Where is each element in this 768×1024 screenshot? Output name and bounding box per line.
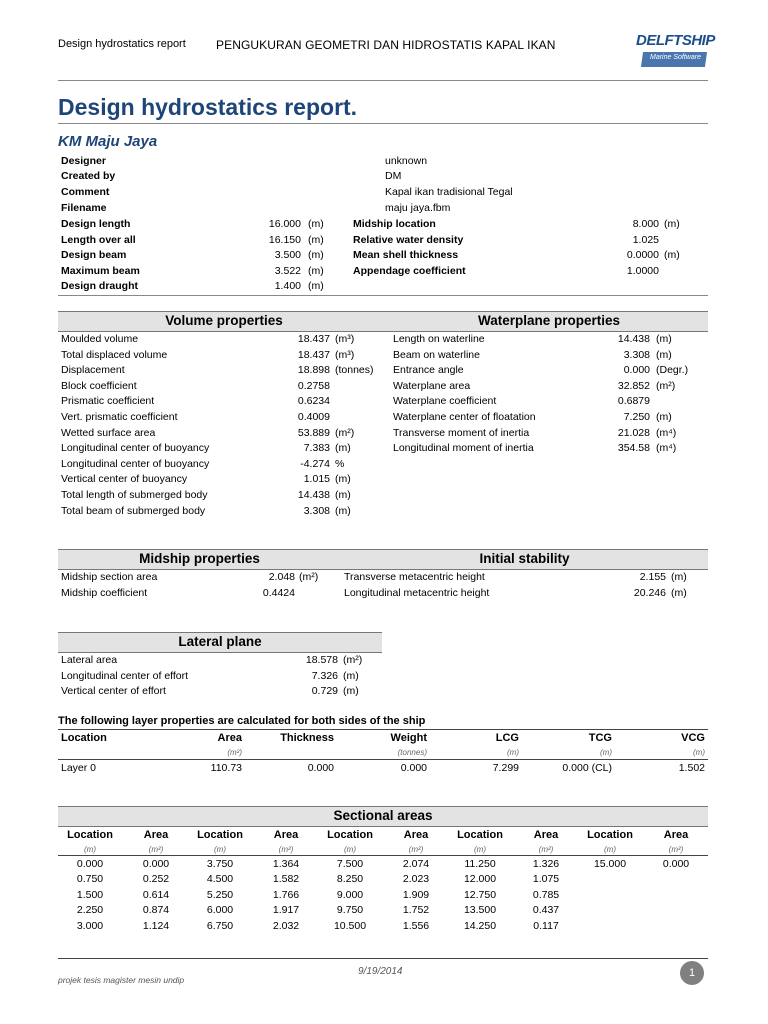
sectional-column-header: Location xyxy=(67,829,113,841)
lateral-property-value: 7.326 xyxy=(311,669,338,682)
sectional-cell: 6.750 xyxy=(206,919,234,932)
stability-property-unit: (m) xyxy=(671,587,687,599)
midship-property-unit: (m²) xyxy=(299,571,319,583)
volume-property-unit: (m) xyxy=(335,442,351,455)
lateral-plane-header xyxy=(58,632,382,653)
sectional-cell: 1.752 xyxy=(402,904,430,917)
sectional-cell: 0.874 xyxy=(142,904,170,917)
volume-property-value: 53.889 xyxy=(297,426,330,439)
dimension-label: Relative water density xyxy=(353,233,464,246)
sectional-column-header: Location xyxy=(587,829,633,841)
sectional-cell: 4.500 xyxy=(206,873,234,886)
layer-cell: 1.502 xyxy=(678,762,705,774)
waterplane-property-label: Entrance angle xyxy=(393,364,464,377)
volume-waterplane-header xyxy=(58,311,708,332)
layer-cell: 0.000 xyxy=(307,762,334,774)
sectional-cell: 0.750 xyxy=(76,873,104,886)
dimension-unit: (m) xyxy=(308,264,324,277)
sectional-cell: 8.250 xyxy=(336,873,364,886)
layer-cell: 7.299 xyxy=(492,762,519,774)
stability-property-value: 20.246 xyxy=(633,587,666,599)
sectional-cell: 3.000 xyxy=(76,919,104,932)
volume-property-value: 0.6234 xyxy=(297,395,330,408)
dimension-value: 16.150 xyxy=(268,233,301,246)
waterplane-property-unit: (m²) xyxy=(656,379,676,392)
sectional-column-unit: (m) xyxy=(604,845,616,854)
sectional-column-header: Area xyxy=(533,829,559,841)
dimension-unit: (m) xyxy=(664,218,680,230)
layer-column-unit: (m) xyxy=(507,748,519,757)
sectional-column-header: Area xyxy=(403,829,429,841)
sectional-cell: 2.250 xyxy=(76,904,104,917)
sectional-cell: 3.750 xyxy=(206,858,234,870)
waterplane-property-value: 32.852 xyxy=(617,379,650,392)
sectional-cell: 1.326 xyxy=(532,858,560,870)
volume-property-value: 3.308 xyxy=(303,504,330,517)
layer-cell: Layer 0 xyxy=(61,762,97,774)
sectional-column-header: Area xyxy=(663,829,689,841)
lateral-property-unit: (m) xyxy=(343,669,359,682)
sectional-cell: 9.000 xyxy=(336,888,364,901)
dimension-label: Design draught xyxy=(61,280,139,293)
lateral-property-unit: (m) xyxy=(343,685,359,698)
volume-property-unit: (tonnes) xyxy=(335,364,374,377)
midship-property-label: Midship section area xyxy=(61,571,158,583)
footer-divider xyxy=(58,958,708,959)
volume-property-unit: (m²) xyxy=(335,426,355,439)
sectional-cell: 0.000 xyxy=(142,858,170,870)
volume-property-unit: (m) xyxy=(335,473,351,486)
volume-property-label: Displacement xyxy=(61,364,125,377)
sectional-column-unit: (m²) xyxy=(408,845,424,854)
created-by-value: DM xyxy=(385,170,402,182)
sectional-cell: 0.252 xyxy=(142,873,170,886)
volume-property-value: 0.4009 xyxy=(297,411,330,423)
waterplane-property-value: 0.000 xyxy=(623,364,650,377)
midship-property-value: 2.048 xyxy=(268,571,295,583)
volume-property-label: Longitudinal center of buoyancy xyxy=(61,442,210,455)
sectional-cell: 0.785 xyxy=(532,888,560,901)
sectional-cell: 13.500 xyxy=(463,904,497,917)
initial-stability-title: Initial stability xyxy=(479,551,570,566)
sectional-cell: 1.364 xyxy=(272,858,300,870)
sectional-cell: 0.000 xyxy=(662,858,690,870)
volume-property-unit: (m) xyxy=(335,504,351,517)
waterplane-property-unit: (Degr.) xyxy=(656,364,689,377)
sectional-cell: 1.075 xyxy=(532,873,560,886)
sectional-column-unit: (m) xyxy=(214,845,226,854)
waterplane-property-unit: (m⁴) xyxy=(656,442,677,455)
sectional-cell: 0.437 xyxy=(532,904,560,917)
layer-column-unit: (tonnes) xyxy=(397,748,427,757)
volume-property-unit: (m³) xyxy=(335,333,355,345)
created-by-label: Created by xyxy=(61,170,116,182)
volume-property-label: Moulded volume xyxy=(61,333,139,345)
volume-property-label: Vertical center of buoyancy xyxy=(61,473,188,486)
waterplane-property-label: Length on waterline xyxy=(393,333,485,345)
logo-wordmark: DELFTSHIP xyxy=(636,32,715,49)
layer-cell: 0.000 (CL) xyxy=(562,762,612,774)
sectional-column-unit: (m) xyxy=(474,845,486,854)
dimensions-divider xyxy=(58,295,708,296)
dimension-value: 1.400 xyxy=(274,280,301,293)
header-report-name: Design hydrostatics report xyxy=(58,38,186,50)
sectional-cell: 12.000 xyxy=(463,873,497,886)
sectional-cell: 9.750 xyxy=(336,904,364,917)
volume-property-value: 18.898 xyxy=(297,364,330,377)
sectional-cell: 10.500 xyxy=(333,919,367,932)
waterplane-property-value: 7.250 xyxy=(623,411,650,423)
sectional-column-header: Area xyxy=(143,829,169,841)
waterplane-properties-title: Waterplane properties xyxy=(477,313,621,328)
dimension-value: 3.500 xyxy=(274,249,301,262)
ship-name: KM Maju Jaya xyxy=(58,133,158,150)
volume-property-unit: (m³) xyxy=(335,348,355,361)
layer-column-header: Location xyxy=(61,732,107,744)
lateral-plane-title: Lateral plane xyxy=(178,634,262,649)
page-number-badge: 1 xyxy=(680,961,704,985)
sectional-cell: 12.750 xyxy=(463,888,497,901)
dimension-unit: (m) xyxy=(664,249,680,262)
designer-value: unknown xyxy=(385,155,428,167)
waterplane-property-label: Waterplane coefficient xyxy=(393,395,497,408)
dimension-value: 8.000 xyxy=(632,218,659,230)
waterplane-property-unit: (m) xyxy=(656,411,672,423)
dimension-label: Mean shell thickness xyxy=(353,249,459,262)
layer-table-header-rule xyxy=(58,759,708,760)
sectional-column-unit: (m²) xyxy=(668,845,684,854)
volume-property-label: Total length of submerged body xyxy=(61,489,208,501)
midship-stability-header xyxy=(58,549,708,570)
dimension-label: Midship location xyxy=(353,218,436,230)
midship-property-value: 0.4424 xyxy=(262,587,295,599)
stability-property-unit: (m) xyxy=(671,571,687,583)
sectional-column-unit: (m) xyxy=(344,845,356,854)
sectional-cell: 1.909 xyxy=(402,888,430,901)
midship-properties-title: Midship properties xyxy=(139,551,260,566)
footer-project-note: projek tesis magister mesin undip xyxy=(58,975,185,985)
dimension-label: Design length xyxy=(61,218,131,230)
layer-column-header: VCG xyxy=(681,732,705,744)
dimension-value: 1.025 xyxy=(632,233,659,246)
sectional-areas-title: Sectional areas xyxy=(333,808,433,823)
lateral-property-label: Vertical center of effort xyxy=(61,685,166,698)
sectional-cell: 14.250 xyxy=(463,919,497,932)
dimension-label: Maximum beam xyxy=(61,264,140,277)
waterplane-property-label: Transverse moment of inertia xyxy=(393,426,530,439)
filename-label: Filename xyxy=(61,202,107,214)
layer-column-header: Thickness xyxy=(280,732,334,744)
header-project-title: PENGUKURAN GEOMETRI DAN HIDROSTATIS KAPAL IKAN xyxy=(216,38,556,52)
dimension-unit: (m) xyxy=(308,218,324,230)
layer-column-unit: (m) xyxy=(693,748,705,757)
dimension-value: 16.000 xyxy=(268,218,301,230)
sectional-areas-header xyxy=(58,806,708,827)
layer-column-unit: (m²) xyxy=(227,748,242,757)
waterplane-property-label: Waterplane center of floatation xyxy=(393,411,536,423)
sectional-cell: 6.000 xyxy=(206,904,234,917)
sectional-cell: 15.000 xyxy=(593,858,627,870)
sectional-cell: 7.500 xyxy=(336,858,364,870)
volume-property-label: Total beam of submerged body xyxy=(61,504,206,517)
waterplane-property-value: 354.58 xyxy=(617,442,650,455)
sectional-header-rule xyxy=(58,855,708,856)
sectional-column-header: Location xyxy=(197,829,243,841)
waterplane-property-label: Waterplane area xyxy=(393,379,471,392)
waterplane-property-unit: (m⁴) xyxy=(656,426,677,439)
sectional-cell: 11.250 xyxy=(464,858,496,870)
logo-subtitle: Marine Software xyxy=(650,54,701,61)
stability-property-label: Longitudinal metacentric height xyxy=(344,587,490,599)
dimension-unit: (m) xyxy=(308,233,324,246)
sectional-cell: 0.117 xyxy=(533,919,559,932)
sectional-column-header: Area xyxy=(273,829,299,841)
volume-property-unit: % xyxy=(335,457,345,470)
sectional-cell: 0.000 xyxy=(76,858,104,870)
waterplane-property-value: 14.438 xyxy=(617,333,650,345)
dimension-label: Appendage coefficient xyxy=(353,264,466,277)
layer-cell: 110.73 xyxy=(210,762,242,774)
volume-property-value: 1.015 xyxy=(303,473,330,486)
footer-date: 9/19/2014 xyxy=(358,966,403,977)
sectional-column-unit: (m²) xyxy=(148,845,164,854)
lateral-property-label: Longitudinal center of effort xyxy=(61,669,189,682)
volume-property-value: 18.437 xyxy=(297,333,330,345)
dimension-value: 3.522 xyxy=(274,264,301,277)
layer-cell: 0.000 xyxy=(400,762,427,774)
volume-property-value: 7.383 xyxy=(303,442,330,455)
layer-column-unit: (m) xyxy=(600,748,612,757)
stability-property-label: Transverse metacentric height xyxy=(344,571,485,583)
waterplane-property-value: 0.6879 xyxy=(617,395,650,408)
sectional-cell: 0.614 xyxy=(142,888,170,901)
delftship-logo xyxy=(634,30,715,74)
dimension-label: Length over all xyxy=(61,233,136,246)
volume-property-label: Longitudinal center of buoyancy xyxy=(61,457,210,470)
volume-property-label: Total displaced volume xyxy=(61,348,168,361)
volume-property-label: Vert. prismatic coefficient xyxy=(61,411,178,423)
lateral-property-value: 0.729 xyxy=(311,685,338,698)
volume-property-value: 14.438 xyxy=(297,489,330,501)
volume-property-label: Block coefficient xyxy=(61,379,137,392)
volume-properties-title: Volume properties xyxy=(165,313,283,328)
comment-value: Kapal ikan tradisional Tegal xyxy=(385,186,513,198)
sectional-cell: 2.074 xyxy=(402,858,430,870)
sectional-cell: 1.124 xyxy=(142,919,170,932)
sectional-cell: 2.023 xyxy=(402,873,430,886)
dimension-value: 1.0000 xyxy=(626,264,659,277)
sectional-cell: 1.500 xyxy=(76,888,104,901)
page-title: Design hydrostatics report. xyxy=(58,94,358,120)
comment-label: Comment xyxy=(61,186,110,198)
layer-column-header: LCG xyxy=(495,732,519,744)
volume-property-value: 18.437 xyxy=(297,348,330,361)
stability-property-value: 2.155 xyxy=(639,571,666,583)
sectional-cell: 1.582 xyxy=(272,873,300,886)
waterplane-property-value: 3.308 xyxy=(623,348,650,361)
sectional-column-unit: (m²) xyxy=(538,845,554,854)
designer-label: Designer xyxy=(61,155,106,167)
sectional-cell: 5.250 xyxy=(206,888,234,901)
lateral-property-unit: (m²) xyxy=(343,654,363,666)
title-underline xyxy=(58,123,708,124)
waterplane-property-label: Longitudinal moment of inertia xyxy=(393,442,534,455)
lateral-property-label: Lateral area xyxy=(61,654,118,666)
dimension-unit: (m) xyxy=(308,249,324,262)
layer-column-header: Area xyxy=(217,732,242,744)
volume-property-label: Wetted surface area xyxy=(61,426,156,439)
layer-caption: The following layer properties are calculated for both sides of the ship xyxy=(58,715,426,727)
sectional-cell: 1.917 xyxy=(272,904,300,917)
waterplane-property-value: 21.028 xyxy=(617,426,650,439)
waterplane-property-unit: (m) xyxy=(656,348,672,361)
volume-property-unit: (m) xyxy=(335,489,351,501)
sectional-cell: 2.032 xyxy=(272,919,300,932)
dimension-unit: (m) xyxy=(308,280,324,293)
dimension-label: Design beam xyxy=(61,249,127,262)
lateral-property-value: 18.578 xyxy=(305,654,338,666)
volume-property-label: Prismatic coefficient xyxy=(61,395,155,408)
sectional-column-unit: (m²) xyxy=(278,845,294,854)
filename-value: maju jaya.fbm xyxy=(385,202,451,214)
dimension-value: 0.0000 xyxy=(626,249,659,262)
sectional-cell: 1.766 xyxy=(272,888,300,901)
layer-column-header: Weight xyxy=(390,732,427,744)
sectional-column-unit: (m) xyxy=(84,845,96,854)
sectional-cell: 1.556 xyxy=(402,919,430,932)
waterplane-property-label: Beam on waterline xyxy=(393,348,480,361)
midship-property-label: Midship coefficient xyxy=(61,587,148,599)
header-divider xyxy=(58,80,708,81)
waterplane-property-unit: (m) xyxy=(656,333,672,345)
volume-property-value: -4.274 xyxy=(300,457,330,470)
layer-column-header: TCG xyxy=(588,732,612,744)
volume-property-value: 0.2758 xyxy=(297,379,330,392)
layer-table-top-rule xyxy=(58,729,708,730)
sectional-column-header: Location xyxy=(457,829,503,841)
sectional-column-header: Location xyxy=(327,829,373,841)
